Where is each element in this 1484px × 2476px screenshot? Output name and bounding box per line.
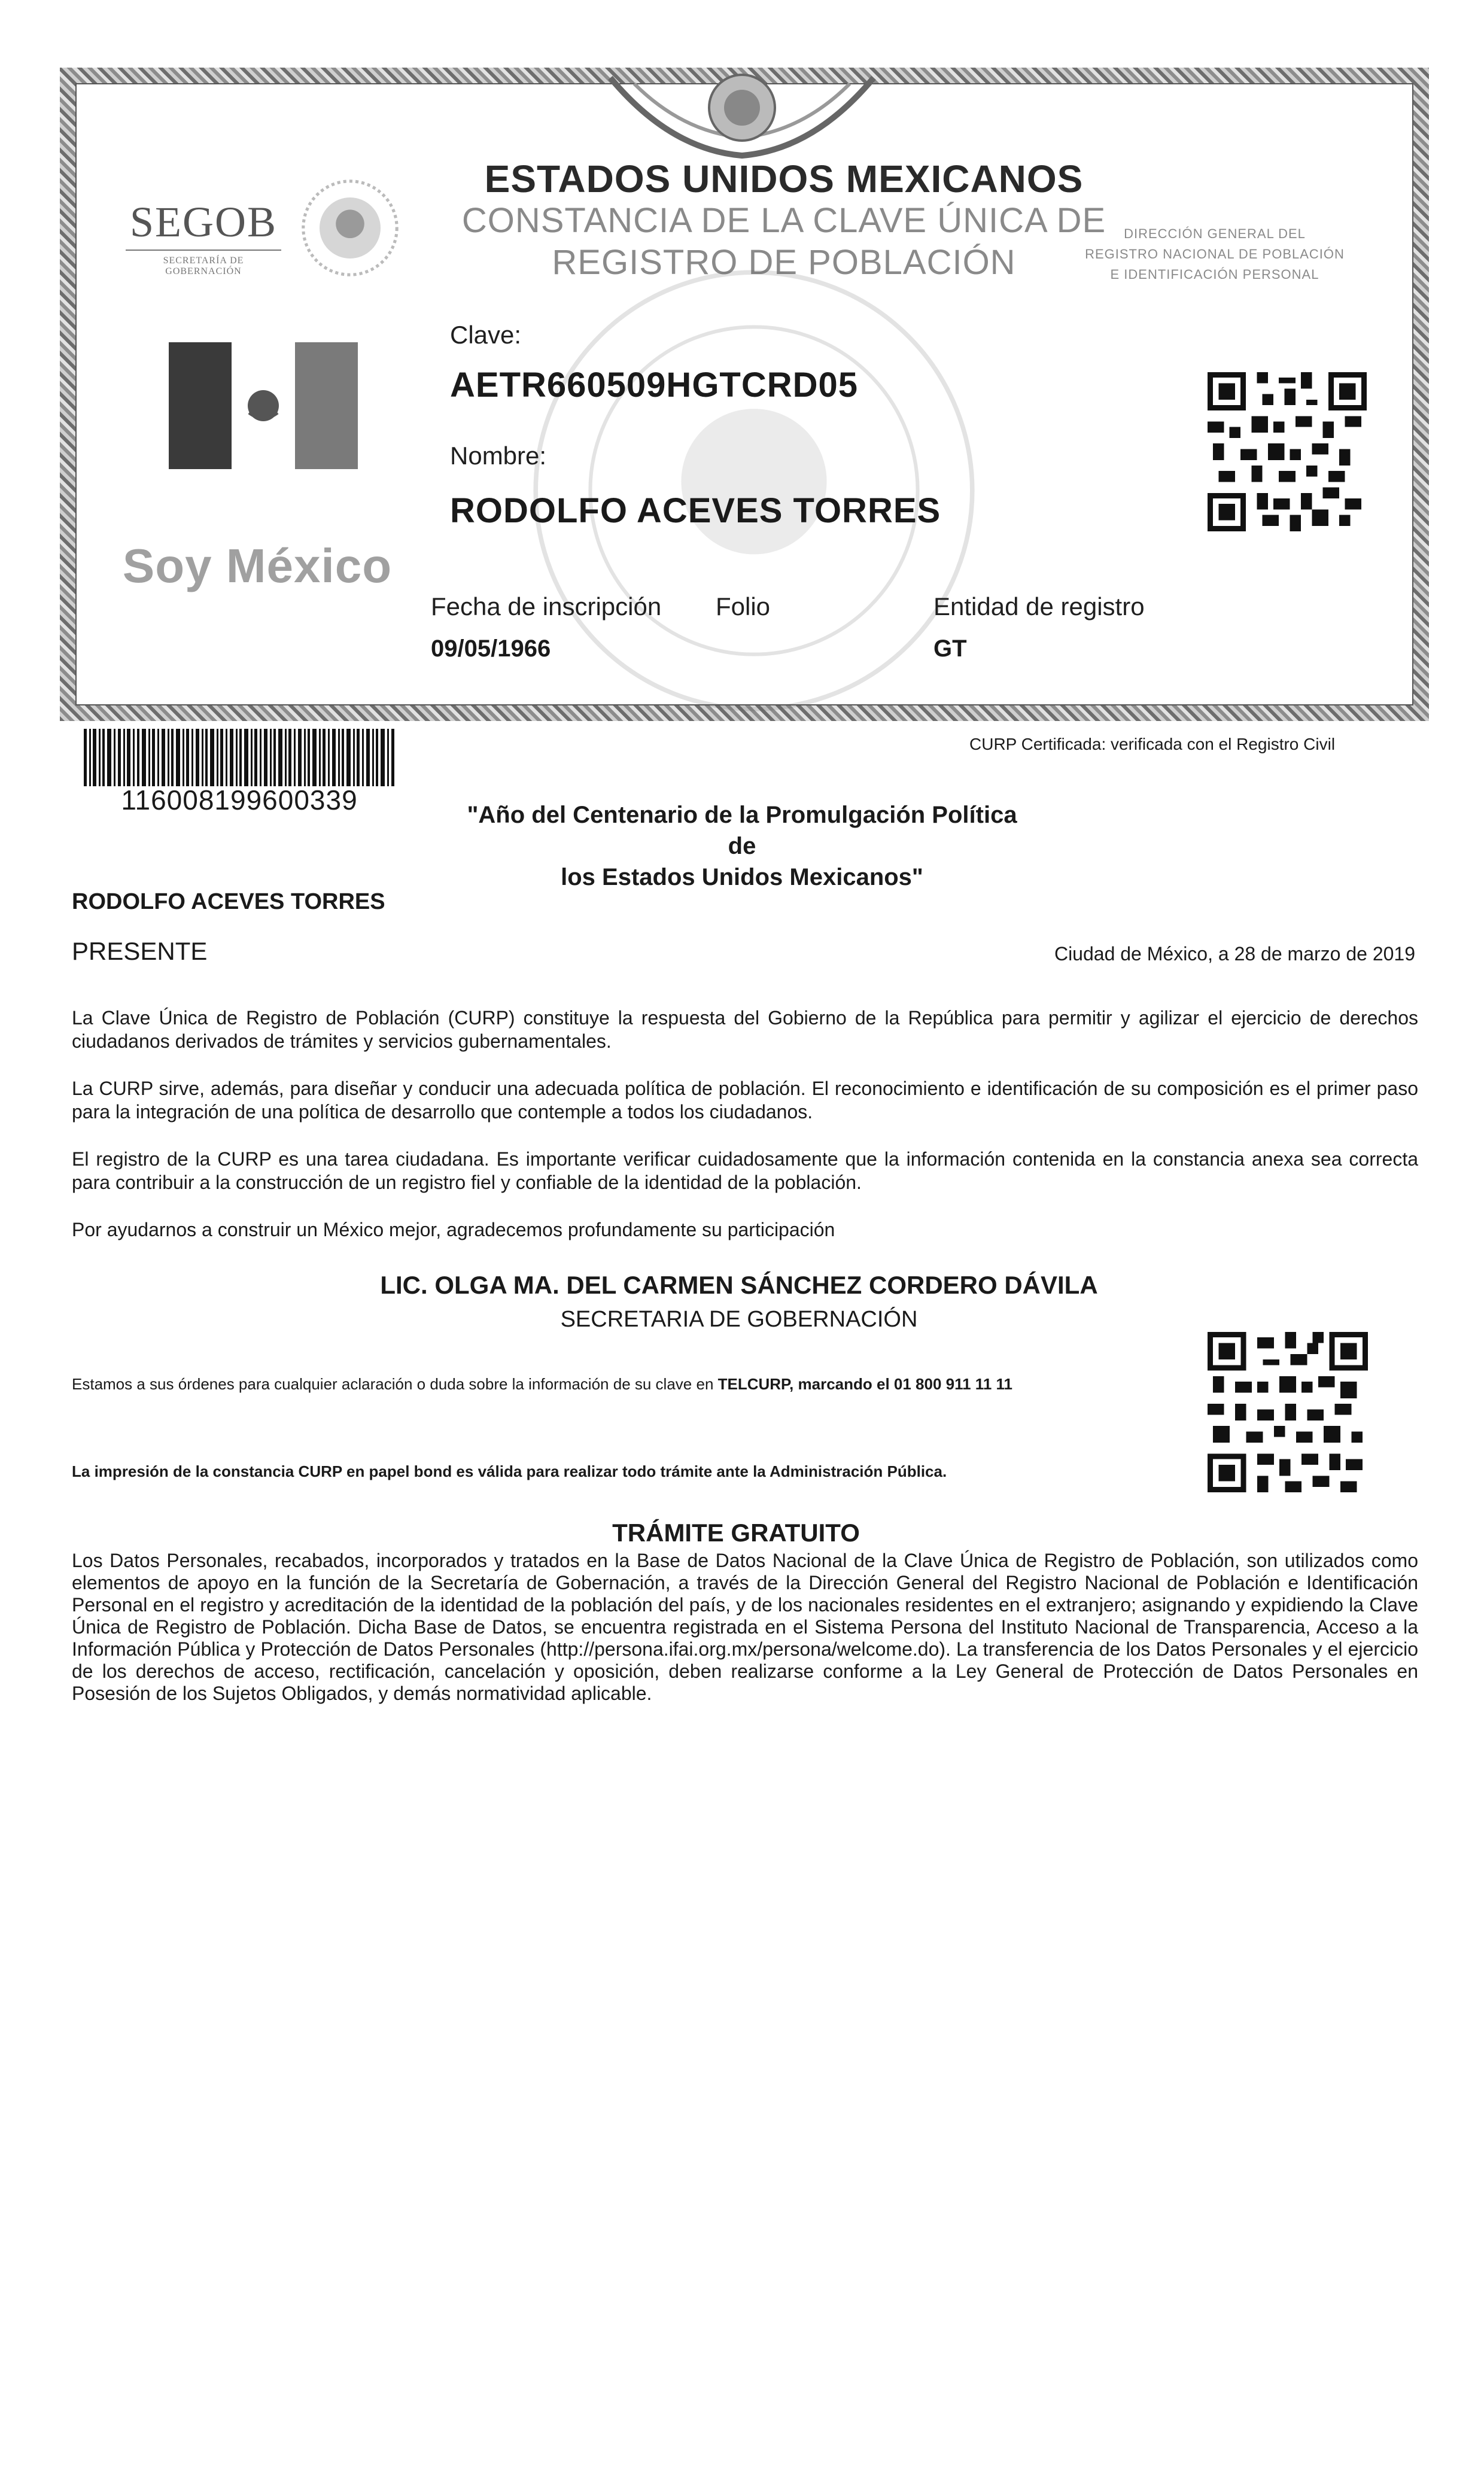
direccion-line2: REGISTRO NACIONAL DE POBLACIÓN	[1085, 247, 1345, 261]
nombre-label: Nombre:	[450, 442, 547, 470]
fecha-inscripcion-label: Fecha de inscripción	[431, 592, 662, 620]
curp-certificada: CURP Certificada: verificada con el Registro Civil	[969, 735, 1336, 753]
flag-red-stripe	[295, 342, 358, 469]
segob-subtitle: SECRETARÍA DE GOBERNACIÓN	[163, 255, 244, 276]
place-date: Ciudad de México, a 28 de marzo de 2019	[1054, 943, 1415, 965]
folio-label: Folio	[716, 592, 771, 620]
soy-mexico-logo: Soy México	[122, 539, 393, 592]
paragraph-1: La Clave Única de Registro de Población (CURP) constituye la respuesta del Gobierno de la República para permitir y agilizar el ejercicio de derechos ciudadanos derivados de trámites y servicios gubernamentales.	[72, 1007, 1418, 1052]
segob-logo	[126, 197, 281, 277]
telcurp-number: TELCURP, marcando el 01 800 911 11 11	[717, 1375, 1012, 1393]
contact-note	[72, 1375, 1185, 1394]
country-title: ESTADOS UNIDOS MEXICANOS	[484, 157, 1084, 200]
entidad-value: GT	[933, 635, 967, 662]
qr-code-top	[1208, 372, 1367, 531]
signer-role: SECRETARIA DE GOBERNACIÓN	[560, 1307, 918, 1332]
anio-centenario	[455, 799, 1029, 893]
entidad-label: Entidad de registro	[933, 592, 1145, 620]
recipient-name: RODOLFO ACEVES TORRES	[72, 889, 385, 914]
segob-word: SEGOB	[126, 197, 281, 251]
direccion-line3: E IDENTIFICACIÓN PERSONAL	[1110, 267, 1319, 282]
presente: PRESENTE	[72, 937, 208, 965]
eagle-crest-icon	[598, 66, 886, 162]
clave-label: Clave:	[450, 321, 522, 349]
nombre-value: RODOLFO ACEVES TORRES	[450, 491, 941, 530]
flag-white-stripe	[232, 342, 295, 469]
clave-value: AETR660509HGTCRD05	[450, 366, 859, 404]
anio-line1: "Año del Centenario de la Promulgación Política de	[467, 802, 1017, 859]
national-seal-icon	[299, 177, 401, 279]
document-title-line2: REGISTRO DE POBLACIÓN	[552, 243, 1016, 282]
paragraph-4: Por ayudarnos a construir un México mejor, agradecemos profundamente su participación	[72, 1219, 835, 1240]
flag-green-stripe	[169, 342, 232, 469]
qr-code-bottom	[1208, 1332, 1368, 1492]
tramite-gratuito-title: TRÁMITE GRATUITO	[612, 1519, 860, 1547]
signer-name: LIC. OLGA MA. DEL CARMEN SÁNCHEZ CORDERO DÁVILA	[380, 1271, 1098, 1299]
mexico-flag	[169, 342, 358, 469]
paragraph-3: El registro de la CURP es una tarea ciudadana. Es importante verificar cuidadosamente que la información contenida en la constancia anexa sea correcta para contribuir a la construcción de un registro fiel y confiable de la identidad de la población.	[72, 1148, 1418, 1193]
document-title-line1: CONSTANCIA DE LA CLAVE ÚNICA DE	[461, 201, 1106, 240]
impresion-note: La impresión de la constancia CURP en papel bond es válida para realizar todo trámite ante la Administración Pública.	[72, 1462, 947, 1480]
direccion-general	[1065, 224, 1364, 285]
barcode	[84, 729, 395, 786]
direccion-line1: DIRECCIÓN GENERAL DEL	[1124, 226, 1306, 241]
paragraph-2: La CURP sirve, además, para diseñar y conducir una adecuada política de población. El reconocimiento e identificación de su composición es el primer paso para la integración de una política de desarrollo que contemple a todos los ciudadanos.	[72, 1078, 1418, 1123]
barcode-number: 116008199600339	[121, 784, 358, 816]
anio-line2: los Estados Unidos Mexicanos"	[561, 864, 923, 890]
contact-note-text: Estamos a sus órdenes para cualquier aclaración o duda sobre la información de su clave en	[72, 1375, 718, 1393]
fecha-inscripcion-value: 09/05/1966	[431, 635, 551, 662]
datos-personales-text: Los Datos Personales, recabados, incorporados y tratados en la Base de Datos Nacional de la Clave Única de Registro de Población, son utilizados como elementos de apoyo en la función de la Secretaría de Gobernación, a través de la Dirección General del Registro Nacional de Población e Identificación Personal en el registro y acreditación de la identidad de la población del país, y de los nacionales residentes en el extranjero; asignando y expidiendo la Clave Única de Registro de Población. Dicha Base de Datos, se encuentra registrada en el Sistema Persona del Instituto Nacional de Transparencia, Acceso a la Información Pública y Protección de Datos Personales (http://persona.ifai.org.mx/persona/welcome.do). La transferencia de los Datos Personales y el ejercicio de los derechos de acceso, rectificación, cancelación y oposición, deben realizarse conforme a la Ley General de Protección de Datos Personales en Posesión de los Sujetos Obligados, y demás normatividad aplicable.	[72, 1550, 1418, 1704]
flag-eagle-icon	[239, 382, 287, 430]
